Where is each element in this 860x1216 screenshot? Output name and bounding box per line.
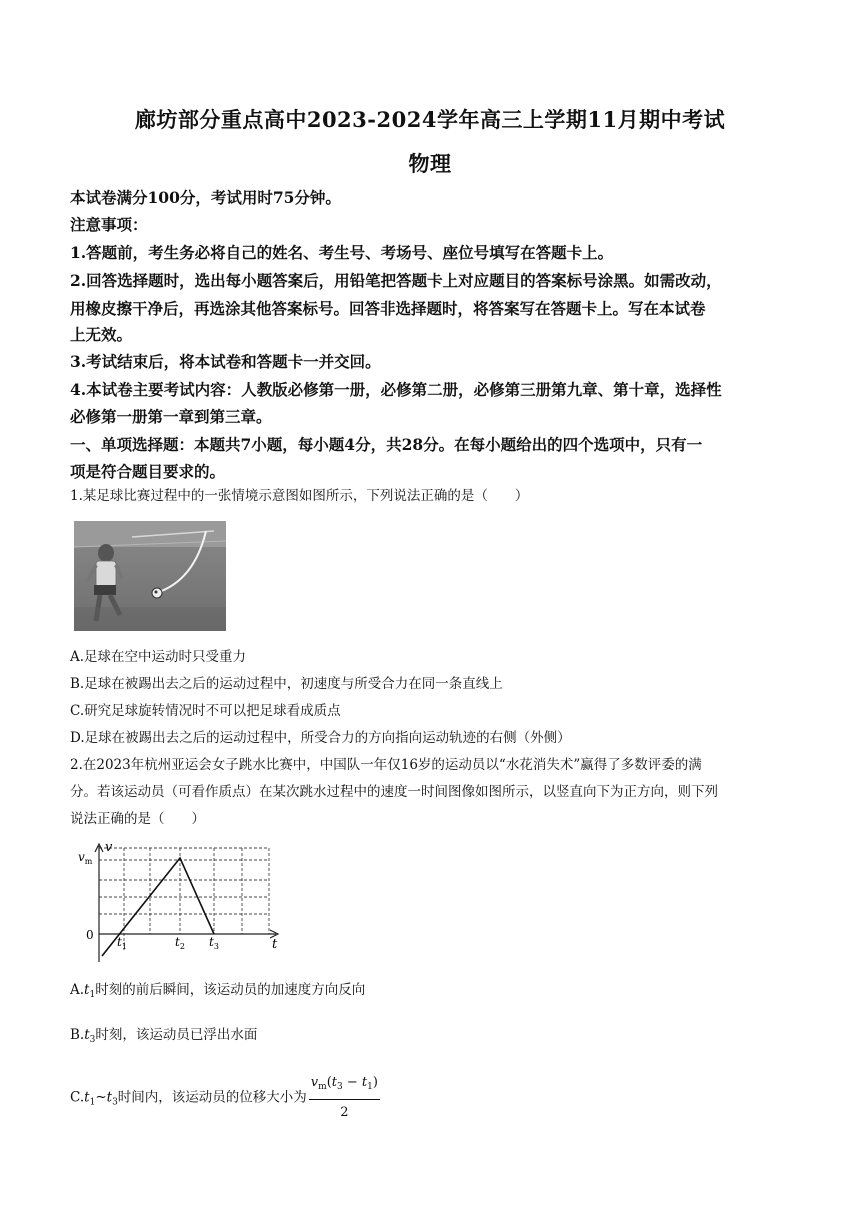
exam-subject: 物理: [408, 151, 452, 176]
soccer-scene-illustration: [74, 521, 226, 631]
exam-title: 廊坊部分重点高中2023-2024学年高三上学期11月期中考试: [134, 107, 726, 132]
option-c-tilde: ~: [95, 1089, 107, 1106]
velocity-time-graph: [74, 840, 289, 970]
fraction-denominator: 2: [340, 1105, 349, 1120]
graph-grid: [99, 848, 269, 950]
vm-label-var: v: [78, 850, 85, 864]
frac-paren-close: ): [372, 1075, 378, 1090]
option-b-text: 时刻，该运动员已浮出水面: [95, 1027, 258, 1043]
question-1-option-c: C.研究足球旋转情况时不可以把足球看成质点: [70, 703, 341, 719]
section-heading-line-2: 项是符合题目要求的。: [70, 462, 226, 481]
origin-label: 0: [86, 928, 94, 942]
t2-label: [175, 935, 185, 951]
question-1-option-d: D.足球在被踢出去之后的运动过程中，所受合力的方向指向运动轨迹的右侧（外侧）: [70, 730, 571, 746]
notice-item-4-line-1: 4.本试卷主要考试内容：人教版必修第一册，必修第二册，必修第三册第九章、第十章，选择性: [70, 380, 722, 399]
t1-label-var: t: [117, 935, 122, 949]
vm-label: [78, 850, 93, 866]
t2-label-var: t: [175, 935, 180, 949]
question-1-stem: 1.某足球比赛过程中的一张情境示意图如图所示，下列说法正确的是（ ）: [70, 488, 529, 504]
option-c-var2: t: [106, 1089, 113, 1106]
option-b-prefix: B.: [70, 1027, 85, 1043]
velocity-time-graph-svg: [74, 840, 289, 970]
t1-label: [117, 935, 127, 951]
question-2-option-a: [70, 979, 794, 1006]
frac-vm-var: v: [310, 1075, 319, 1090]
section-heading-line-1: 一、单项选择题：本题共7小题，每小题4分，共28分。在每小题给出的四个选项中，只有一: [70, 435, 703, 454]
t3-label-var: t: [209, 935, 214, 949]
question-2-stem-line-1: 2.在2023年杭州亚运会女子跳水比赛中，中国队一年仅16岁的运动员以“水花消失术”赢得了多数评委的满: [70, 757, 702, 773]
t2-label-sub: 2: [179, 942, 185, 951]
option-a-text: 时刻的前后瞬间，该运动员的加速度方向反向: [95, 982, 366, 998]
question-1-option-a: A.足球在空中运动时只受重力: [70, 649, 247, 665]
question-2-stem-line-2: 分。若该运动员（可看作质点）在某次跳水过程中的速度一时间图像如图所示，以竖直向下为正方向，则下列: [70, 784, 718, 800]
v-axis-label: v: [105, 840, 113, 855]
notice-item-1: 1.答题前，考生务必将自己的姓名、考生号、考场号、座位号填写在答题卡上。: [70, 243, 614, 262]
question-2-option-b: [70, 1024, 794, 1051]
vm-label-sub: m: [84, 857, 93, 866]
soccer-scene-image: [74, 521, 226, 631]
option-c-sub1: 1: [89, 1097, 96, 1108]
option-c-sub2: 3: [112, 1097, 118, 1108]
notice-item-3: 3.考试结束后，将本试卷和答题卡一并交回。: [70, 352, 381, 371]
t3-label-sub: 3: [213, 942, 219, 951]
t1-label-sub: 1: [121, 942, 127, 951]
t3-label: [209, 935, 219, 951]
frac-t1-var: t: [361, 1075, 368, 1090]
fraction-numerator: [309, 1072, 380, 1100]
question-1-option-b: B.足球在被踢出去之后的运动过程中，初速度与所受合力在同一条直线上: [70, 676, 503, 692]
frac-t3-sub: 3: [337, 1082, 343, 1092]
notice-item-4-line-2: 必修第一册第一章到第三章。: [70, 407, 272, 426]
t-axis-label: t: [272, 937, 278, 952]
notice-heading: 注意事项：: [70, 215, 148, 234]
question-2-stem-line-3: 说法正确的是（ ）: [70, 811, 205, 827]
score-line: 本试卷满分100分，考试用时75分钟。: [70, 188, 341, 207]
frac-t1-sub: 1: [367, 1082, 373, 1092]
option-c-var1: t: [84, 1089, 90, 1106]
frac-t3-var: t: [331, 1075, 338, 1090]
option-c-prefix: C.: [70, 1089, 85, 1106]
option-a-prefix: A.: [70, 982, 85, 998]
notice-item-2-line-3: 上无效。: [70, 325, 133, 344]
option-b-sub: 3: [89, 1035, 96, 1045]
notice-item-2-line-1: 2.回答选择题时，选出每小题答案后，用铅笔把答题卡上对应题目的答案标号涂黑。如需改动，: [70, 271, 722, 290]
option-a-var: t: [84, 982, 90, 998]
option-b-var: t: [84, 1027, 90, 1043]
frac-minus: −: [342, 1075, 362, 1090]
notice-item-2-line-2: 用橡皮擦干净后，再选涂其他答案标号。回答非选择题时，将答案写在答题卡上。写在本试卷: [70, 299, 706, 318]
option-a-sub: 1: [89, 990, 96, 1000]
frac-paren-open: (: [326, 1075, 332, 1090]
option-c-text: 时间内，该运动员的位移大小为: [117, 1089, 307, 1106]
frac-vm-sub: m: [318, 1082, 327, 1092]
question-2-option-c: [70, 1072, 794, 1124]
displacement-fraction: [309, 1072, 380, 1124]
